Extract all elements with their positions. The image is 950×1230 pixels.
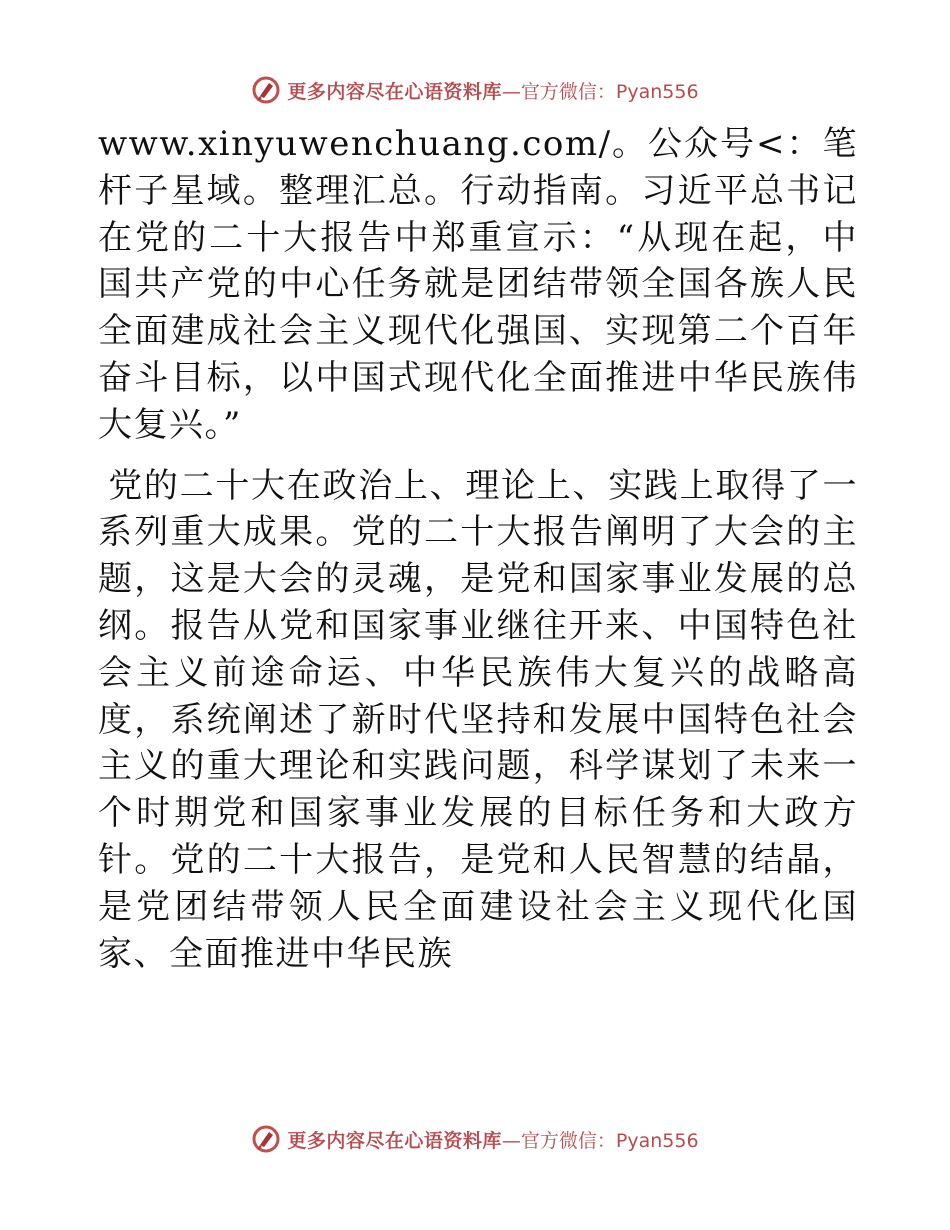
footer-banner (0, 1119, 950, 1159)
header-banner-text: 更多内容尽在心语资料库 (287, 80, 502, 103)
footer-wechat-id: —官方微信：Pyan556 (501, 1129, 699, 1152)
header-wechat-id: —官方微信：Pyan556 (501, 80, 699, 103)
footer-banner-text: 更多内容尽在心语资料库 (287, 1129, 502, 1152)
paragraph-1: www.xinyuwenchuang.com/。公众号<：笔杆子星域。整理汇总。行动指南。习近平总书记在党的二十大报告中郑重宣示：“从现在起，中国共产党的中心任务就是团结带领全国各族人民全面建成社会主义现代化强国、实现第二个百年奋斗目标，以中国式现代化全面推进中华民族伟大复兴。” (98, 124, 858, 445)
header-banner (0, 70, 950, 110)
paragraph-2: 党的二十大在政治上、理论上、实践上取得了一系列重大成果。党的二十大报告阐明了大会的主题，这是大会的灵魂，是党和国家事业发展的总纲。报告从党和国家事业继往开来、中国特色社会主义前途命运、中华民族伟大复兴的战略高度，系统阐述了新时代坚持和发展中国特色社会主义的重大理论和实践问题，科学谋划了未来一个时期党和国家事业发展的目标任务和大政方针。党的二十大报告，是党和人民智慧的结晶，是党团结带领人民全面建设社会主义现代化国家、全面推进中华民族 (98, 465, 858, 974)
pen-nib-circle-icon (251, 1124, 281, 1154)
pen-nib-circle-icon (251, 75, 281, 105)
document-body (98, 121, 858, 977)
